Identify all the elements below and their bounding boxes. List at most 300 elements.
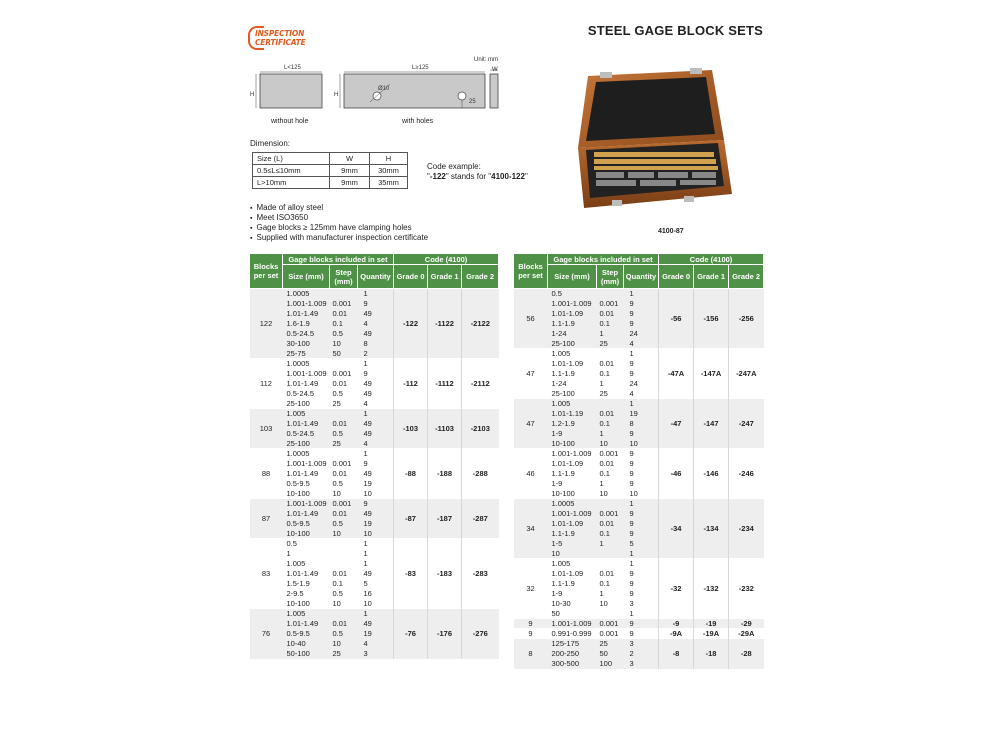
quantity-cell: 9: [624, 369, 659, 379]
code-grade1-cell: -132: [694, 559, 729, 619]
size-cell: 50: [548, 609, 597, 619]
quantity-cell: 19: [358, 629, 394, 639]
step-cell: 0.1: [597, 419, 624, 429]
size-cell: 0.5-24.5: [283, 329, 330, 339]
header-blocks-per-set: Blocks per set: [250, 254, 283, 289]
step-cell: 0.5: [330, 329, 358, 339]
size-cell: 0.5-9.5: [283, 519, 330, 529]
size-cell: 300-500: [548, 659, 597, 669]
quantity-cell: 9: [624, 569, 659, 579]
quantity-cell: 1: [358, 409, 394, 419]
code-grade2-cell: -232: [729, 559, 764, 619]
blocks-per-set-cell: 83: [250, 539, 283, 609]
code-grade1-cell: -156: [694, 289, 729, 349]
step-cell: 10: [330, 339, 358, 349]
code-grade0-cell: -112: [394, 359, 428, 409]
code-grade1-cell: -187: [428, 499, 462, 539]
size-cell: 1.01-1.49: [283, 379, 330, 389]
size-cell: 30-100: [283, 339, 330, 349]
step-cell: 10: [597, 599, 624, 609]
set-group: [514, 399, 764, 449]
header-grade1: Grade 1: [694, 265, 729, 289]
set-group: [250, 539, 499, 609]
size-cell: 10-100: [548, 439, 597, 449]
code-grade0-cell: -103: [394, 409, 428, 449]
quantity-cell: 1: [624, 349, 659, 359]
table-row: [514, 349, 764, 359]
quantity-cell: 9: [624, 629, 659, 639]
blocks-per-set-cell: 122: [250, 289, 283, 359]
step-cell: 25: [597, 639, 624, 649]
size-cell: 1.1-1.9: [548, 369, 597, 379]
quantity-cell: 1: [358, 289, 394, 299]
code-example: [427, 162, 528, 182]
size-cell: 1.6-1.9: [283, 319, 330, 329]
step-cell: 10: [330, 599, 358, 609]
quantity-cell: 9: [624, 519, 659, 529]
set-group: [250, 499, 499, 539]
quantity-cell: 1: [624, 609, 659, 619]
step-cell: 0.01: [597, 309, 624, 319]
quantity-cell: 9: [358, 369, 394, 379]
code-grade2-cell: -29A: [729, 629, 764, 639]
step-cell: [597, 289, 624, 299]
code-grade2-cell: -288: [462, 449, 499, 499]
size-cell: 10-100: [283, 529, 330, 539]
table-row: [250, 449, 499, 459]
gage-block-sets-table-right: [513, 253, 764, 669]
code-grade0-cell: -47: [659, 399, 694, 449]
table-row: [250, 289, 499, 299]
set-group: [250, 609, 499, 659]
step-cell: 25: [330, 399, 358, 409]
step-cell: 25: [330, 439, 358, 449]
code-example-code: -122: [429, 172, 446, 181]
quantity-cell: 4: [358, 319, 394, 329]
table-row: [514, 449, 764, 459]
dimension-table: [252, 152, 408, 189]
step-cell: 0.01: [597, 359, 624, 369]
dimension-cell: 9mm: [330, 165, 370, 177]
quantity-cell: 9: [624, 309, 659, 319]
code-grade0-cell: -76: [394, 609, 428, 659]
size-cell: 1.0005: [548, 499, 597, 509]
step-cell: [597, 349, 624, 359]
code-grade1-cell: -176: [428, 609, 462, 659]
size-cell: 1-9: [548, 589, 597, 599]
quantity-cell: 49: [358, 329, 394, 339]
caption-without-hole: without hole: [271, 118, 309, 125]
page-title: STEEL GAGE BLOCK SETS: [587, 23, 763, 38]
code-example-full: 4100-122: [491, 172, 525, 181]
size-cell: 10-100: [548, 489, 597, 499]
header-step: Step (mm): [330, 265, 358, 289]
step-cell: 0.1: [597, 529, 624, 539]
quantity-cell: 49: [358, 389, 394, 399]
quantity-cell: 5: [358, 579, 394, 589]
quantity-cell: 19: [358, 519, 394, 529]
code-grade2-cell: -256: [729, 289, 764, 349]
quantity-cell: 3: [358, 649, 394, 659]
size-cell: 1.0005: [283, 289, 330, 299]
header-grade2: Grade 2: [729, 265, 764, 289]
size-cell: 1.001-1.009: [548, 299, 597, 309]
blocks-per-set-cell: 34: [514, 499, 548, 559]
header-size: Size (mm): [283, 265, 330, 289]
step-cell: 1: [597, 479, 624, 489]
size-cell: 1.001-1.009: [548, 619, 597, 629]
size-cell: 1: [283, 549, 330, 559]
size-cell: 1.005: [283, 609, 330, 619]
block-dimension-diagram: [248, 62, 508, 122]
gage-block-sets-table-left: [249, 253, 499, 659]
set-group: [514, 639, 764, 669]
quantity-cell: 9: [624, 509, 659, 519]
blocks-per-set-cell: 46: [514, 449, 548, 499]
step-cell: 0.5: [330, 519, 358, 529]
quantity-cell: 9: [358, 299, 394, 309]
photo-label: 4100-87: [658, 228, 684, 235]
quantity-cell: 9: [624, 359, 659, 369]
code-grade0-cell: -87: [394, 499, 428, 539]
step-cell: 0.01: [330, 619, 358, 629]
quantity-cell: 49: [358, 509, 394, 519]
step-cell: [597, 399, 624, 409]
step-cell: [330, 359, 358, 369]
code-grade2-cell: -247A: [729, 349, 764, 399]
blocks-per-set-cell: 56: [514, 289, 548, 349]
quantity-cell: 1: [358, 559, 394, 569]
step-cell: 0.001: [597, 449, 624, 459]
step-cell: [330, 409, 358, 419]
dimension-header-cell: Size (L): [253, 153, 330, 165]
blocks-per-set-cell: 32: [514, 559, 548, 619]
header-quantity: Quantity: [624, 265, 659, 289]
quantity-cell: 4: [624, 389, 659, 399]
step-cell: 1: [597, 429, 624, 439]
inspection-certificate-badge: [248, 26, 322, 50]
size-cell: 1.001-1.009: [548, 449, 597, 459]
size-cell: 1.01-1.49: [283, 469, 330, 479]
size-cell: 1.005: [548, 349, 597, 359]
size-cell: 1.005: [283, 409, 330, 419]
size-cell: 1.5-1.9: [283, 579, 330, 589]
size-cell: 1.1-1.9: [548, 319, 597, 329]
step-cell: 0.01: [330, 379, 358, 389]
dimension-title: Dimension:: [250, 139, 291, 148]
size-cell: 1.01-1.19: [548, 409, 597, 419]
quantity-cell: 9: [624, 449, 659, 459]
step-cell: 0.01: [597, 459, 624, 469]
size-cell: 10-30: [548, 599, 597, 609]
size-cell: 1.1-1.9: [548, 579, 597, 589]
code-grade0-cell: -9: [659, 619, 694, 629]
quantity-cell: 1: [358, 609, 394, 619]
size-cell: 1-9: [548, 479, 597, 489]
code-grade2-cell: -2122: [462, 289, 499, 359]
code-grade1-cell: -147: [694, 399, 729, 449]
feature-list: [250, 203, 428, 243]
feature-item: ▪ Meet ISO3650: [250, 213, 428, 223]
blocks-per-set-cell: 47: [514, 399, 548, 449]
quantity-cell: 9: [624, 579, 659, 589]
size-cell: 125-175: [548, 639, 597, 649]
quantity-cell: 9: [624, 479, 659, 489]
size-cell: 1.1-1.9: [548, 469, 597, 479]
label-w: W: [492, 67, 498, 73]
set-group: [250, 359, 499, 409]
step-cell: 0.001: [330, 299, 358, 309]
caption-with-holes: with holes: [402, 118, 434, 125]
step-cell: 10: [330, 489, 358, 499]
step-cell: 25: [597, 389, 624, 399]
size-cell: 25-100: [548, 339, 597, 349]
size-cell: 0.5: [283, 539, 330, 549]
quantity-cell: 9: [624, 619, 659, 629]
quantity-cell: 9: [624, 529, 659, 539]
header-grade0: Grade 0: [659, 265, 694, 289]
size-cell: 10-40: [283, 639, 330, 649]
size-cell: 25-100: [283, 439, 330, 449]
quantity-cell: 49: [358, 619, 394, 629]
dimension-row: [253, 177, 408, 189]
code-grade0-cell: -32: [659, 559, 694, 619]
table-row: [514, 639, 764, 649]
code-grade2-cell: -28: [729, 639, 764, 669]
dimension-cell: 35mm: [370, 177, 408, 189]
header-included: Gage blocks included in set: [283, 254, 394, 265]
quantity-cell: 4: [358, 439, 394, 449]
size-cell: 1.001-1.009: [283, 369, 330, 379]
dimension-cell: 9mm: [330, 177, 370, 189]
code-grade1-cell: -188: [428, 449, 462, 499]
table-row: [250, 359, 499, 369]
step-cell: 0.001: [330, 459, 358, 469]
step-cell: [597, 549, 624, 559]
size-cell: 200-250: [548, 649, 597, 659]
step-cell: 0.01: [330, 419, 358, 429]
code-example-line2: [427, 172, 528, 182]
table-row: [250, 499, 499, 509]
step-cell: 0.001: [330, 499, 358, 509]
header-included: Gage blocks included in set: [548, 254, 659, 265]
size-cell: 2-9.5: [283, 589, 330, 599]
step-cell: 0.5: [330, 629, 358, 639]
label-l-short: L<125: [284, 65, 301, 71]
size-cell: 0.991-0.999: [548, 629, 597, 639]
quantity-cell: 9: [624, 319, 659, 329]
size-cell: 1.01-1.09: [548, 569, 597, 579]
set-group: [514, 449, 764, 499]
step-cell: 1: [597, 539, 624, 549]
header-code: Code (4100): [659, 254, 764, 265]
quantity-cell: 49: [358, 469, 394, 479]
step-cell: 0.1: [330, 579, 358, 589]
table-row: [514, 499, 764, 509]
blocks-per-set-cell: 87: [250, 499, 283, 539]
quantity-cell: 19: [358, 479, 394, 489]
header-step: Step (mm): [597, 265, 624, 289]
quantity-cell: 9: [624, 429, 659, 439]
quantity-cell: 1: [624, 499, 659, 509]
size-cell: 1.01-1.09: [548, 519, 597, 529]
unit-note: Unit: mm: [474, 57, 498, 63]
quantity-cell: 49: [358, 309, 394, 319]
dimension-header-row: [253, 153, 408, 165]
step-cell: 25: [597, 339, 624, 349]
table-row: [250, 409, 499, 419]
set-group: [514, 289, 764, 349]
set-group: [514, 499, 764, 559]
size-cell: 1.0005: [283, 359, 330, 369]
set-group: [514, 559, 764, 619]
size-cell: 1.01-1.49: [283, 419, 330, 429]
step-cell: 50: [330, 349, 358, 359]
step-cell: 0.001: [597, 629, 624, 639]
quote-close: ": [524, 172, 528, 181]
code-grade1-cell: -1122: [428, 289, 462, 359]
feature-item: ▪ Gage blocks ≥ 125mm have clamping holes: [250, 223, 428, 233]
dimension-cell: 30mm: [370, 165, 408, 177]
quantity-cell: 9: [358, 459, 394, 469]
quantity-cell: 9: [624, 469, 659, 479]
badge-line1: INSPECTION: [255, 29, 305, 38]
quantity-cell: 1: [624, 559, 659, 569]
code-grade1-cell: -147A: [694, 349, 729, 399]
set-group: [250, 409, 499, 449]
header-grade1: Grade 1: [428, 265, 462, 289]
quantity-cell: 3: [624, 659, 659, 669]
label-l-long: L≥125: [412, 65, 429, 71]
size-cell: 10: [548, 549, 597, 559]
step-cell: [597, 499, 624, 509]
step-cell: 10: [597, 439, 624, 449]
code-grade2-cell: -29: [729, 619, 764, 629]
size-cell: 1.01-1.09: [548, 459, 597, 469]
quantity-cell: 1: [358, 359, 394, 369]
quantity-cell: 3: [624, 599, 659, 609]
size-cell: 25-100: [548, 389, 597, 399]
code-grade0-cell: -9A: [659, 629, 694, 639]
step-cell: 0.01: [330, 309, 358, 319]
size-cell: 1.01-1.49: [283, 309, 330, 319]
table-row: [514, 289, 764, 299]
quantity-cell: 1: [358, 449, 394, 459]
quantity-cell: 9: [624, 299, 659, 309]
quantity-cell: 1: [624, 289, 659, 299]
quantity-cell: 1: [624, 399, 659, 409]
size-cell: 0.5-9.5: [283, 479, 330, 489]
size-cell: 0.5: [548, 289, 597, 299]
size-cell: 1.01-1.09: [548, 309, 597, 319]
code-grade1-cell: -18: [694, 639, 729, 669]
step-cell: 0.5: [330, 479, 358, 489]
step-cell: 10: [330, 639, 358, 649]
quantity-cell: 8: [624, 419, 659, 429]
step-cell: [330, 609, 358, 619]
quantity-cell: 1: [624, 549, 659, 559]
code-example-line1: Code example:: [427, 162, 481, 171]
header-grade0: Grade 0: [394, 265, 428, 289]
set-group: [514, 349, 764, 399]
dimension-header-cell: W: [330, 153, 370, 165]
blocks-per-set-cell: 9: [514, 619, 548, 629]
quantity-cell: 8: [358, 339, 394, 349]
code-grade2-cell: -283: [462, 539, 499, 609]
step-cell: 0.1: [330, 319, 358, 329]
quantity-cell: 9: [624, 459, 659, 469]
step-cell: [597, 559, 624, 569]
step-cell: [330, 289, 358, 299]
blocks-per-set-cell: 88: [250, 449, 283, 499]
code-grade2-cell: -246: [729, 449, 764, 499]
step-cell: 0.5: [330, 429, 358, 439]
quantity-cell: 24: [624, 379, 659, 389]
size-cell: 0.5-9.5: [283, 629, 330, 639]
table-row: [514, 629, 764, 639]
size-cell: 25-75: [283, 349, 330, 359]
size-cell: 1.1-1.9: [548, 529, 597, 539]
quantity-cell: 9: [358, 499, 394, 509]
step-cell: 10: [330, 529, 358, 539]
quantity-cell: 10: [624, 489, 659, 499]
header-size: Size (mm): [548, 265, 597, 289]
header-blocks-per-set: Blocks per set: [514, 254, 548, 289]
size-cell: 1.0005: [283, 449, 330, 459]
code-grade1-cell: -1112: [428, 359, 462, 409]
quantity-cell: 49: [358, 419, 394, 429]
gage-block-case-photo: [572, 62, 734, 222]
step-cell: [597, 609, 624, 619]
table-row: [514, 399, 764, 409]
size-cell: 0.5-24.5: [283, 389, 330, 399]
code-grade2-cell: -2112: [462, 359, 499, 409]
code-grade0-cell: -56: [659, 289, 694, 349]
step-cell: 0.001: [330, 369, 358, 379]
step-cell: 0.1: [597, 579, 624, 589]
step-cell: 0.001: [597, 619, 624, 629]
size-cell: 25-100: [283, 399, 330, 409]
quote-open: ": [427, 172, 430, 181]
set-group: [250, 289, 499, 359]
step-cell: 0.01: [597, 569, 624, 579]
size-cell: 50-100: [283, 649, 330, 659]
size-cell: 1.01-1.49: [283, 509, 330, 519]
step-cell: [330, 449, 358, 459]
code-grade1-cell: -19: [694, 619, 729, 629]
step-cell: 0.01: [597, 409, 624, 419]
blocks-per-set-cell: 8: [514, 639, 548, 669]
quantity-cell: 2: [358, 349, 394, 359]
step-cell: 1: [597, 379, 624, 389]
step-cell: 1: [597, 329, 624, 339]
code-grade2-cell: -287: [462, 499, 499, 539]
code-grade2-cell: -276: [462, 609, 499, 659]
label-25: 25: [469, 99, 476, 105]
code-grade0-cell: -47A: [659, 349, 694, 399]
quantity-cell: 4: [358, 399, 394, 409]
quantity-cell: 49: [358, 379, 394, 389]
step-cell: [330, 559, 358, 569]
badge-line2: CERTIFICATE: [255, 38, 306, 47]
step-cell: 50: [597, 649, 624, 659]
blocks-per-set-cell: 9: [514, 629, 548, 639]
blocks-per-set-cell: 103: [250, 409, 283, 449]
quantity-cell: 1: [358, 549, 394, 559]
step-cell: 0.001: [597, 299, 624, 309]
table-row: [514, 619, 764, 629]
set-group: [514, 629, 764, 639]
